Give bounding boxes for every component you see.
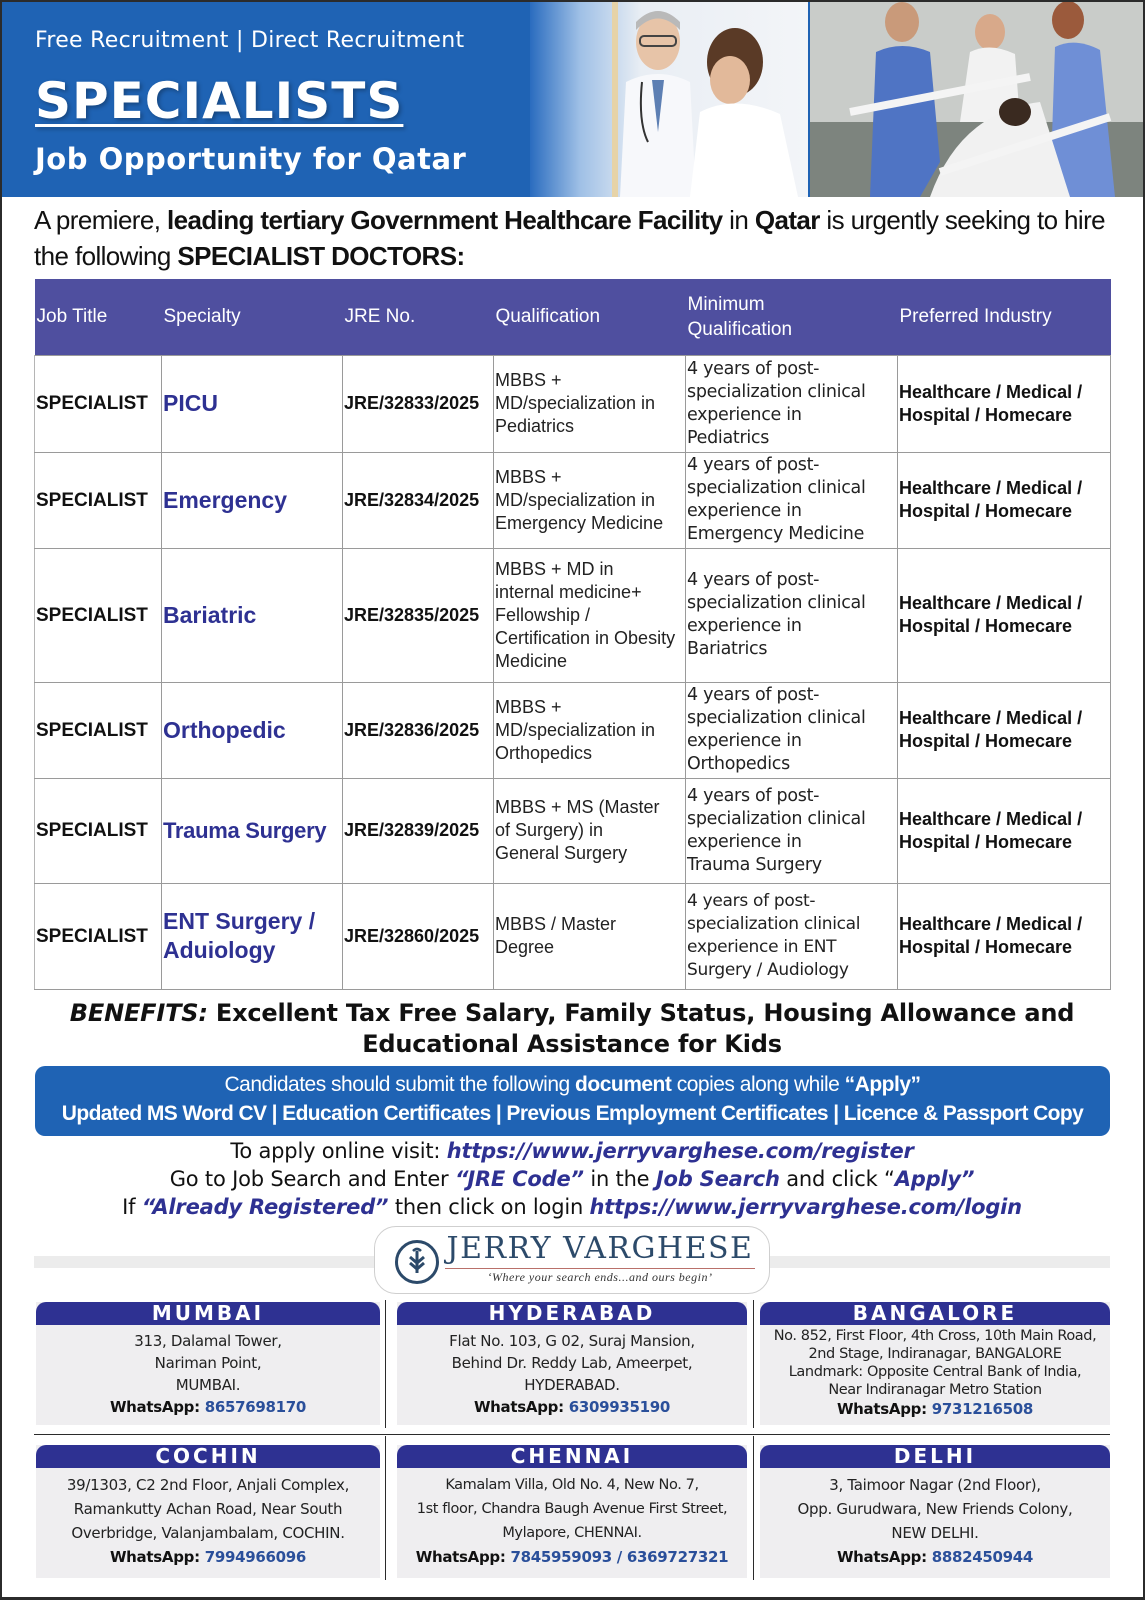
office-address [760, 1468, 1110, 1545]
register-link[interactable]: https://www.jerryvarghese.com/register [446, 1139, 914, 1163]
office-chennai [397, 1445, 747, 1578]
min-qualification-cell: 4 years of post-specialization clinical experience in Orthopedics [686, 682, 898, 778]
qualification-cell: MBBS + MD/specialization in Emergency Medicine [494, 452, 686, 548]
job-title-cell: SPECIALIST [35, 778, 162, 883]
address-line: NEW DELHI. [891, 1524, 979, 1542]
apply-text: then click on login [388, 1195, 590, 1219]
intro-text: in [722, 205, 755, 235]
qualification-cell: MBBS + MD/specialization in Pediatrics [494, 355, 686, 452]
qualification-cell: MBBS + MS (Master of Surgery) in General Surgery [494, 778, 686, 883]
industry-cell: Healthcare / Medical / Hospital / Homecare [898, 778, 1111, 883]
industry-cell: Healthcare / Medical / Hospital / Homecare [898, 682, 1111, 778]
benefits-description: Excellent Tax Free Salary, Family Status, Housing Allowance and Educational Assistance for Kids [207, 999, 1075, 1058]
specialty-cell: Trauma Surgery [162, 778, 343, 883]
qualification-cell: MBBS + MD in internal medicine+ Fellowship / Certification in Obesity Medicine [494, 548, 686, 682]
address-line: Kamalam Villa, Old No. 4, New No. 7, [445, 1477, 699, 1493]
documents-list: Updated MS Word CV | Education Certificates | Previous Employment Certificates | Licence & Passport Copy [61, 1102, 1084, 1125]
office-divider [753, 1436, 754, 1580]
min-qualification-cell: 4 years of post-specialization clinical experience in Pediatrics [686, 355, 898, 452]
apply-instructions [34, 1137, 1110, 1221]
industry-cell: Healthcare / Medical / Hospital / Homecare [898, 452, 1111, 548]
jre-code-text: “JRE Code” [454, 1167, 584, 1191]
jre-number-cell: JRE/32835/2025 [343, 548, 494, 682]
apply-text: ” [960, 1167, 975, 1191]
office-hyderabad [397, 1302, 747, 1425]
office-divider [385, 1436, 386, 1580]
office-whatsapp [397, 1396, 747, 1418]
specialty-cell: ENT Surgery / Aduiology [162, 883, 343, 989]
office-whatsapp [36, 1545, 380, 1569]
address-line: Near Indiranagar Metro Station [828, 1382, 1042, 1398]
whatsapp-number[interactable]: 7845959093 / 6369727321 [510, 1548, 729, 1566]
apply-text: in the [583, 1167, 656, 1191]
documents-text: copies along while [671, 1073, 845, 1096]
jerry-varghese-logo [374, 1226, 770, 1294]
address-line: Opp. Gurudwara, New Friends Colony, [797, 1500, 1073, 1518]
address-line: Mylapore, CHENNAI. [502, 1525, 642, 1541]
address-line: HYDERABAD. [524, 1376, 620, 1394]
intro-country: Qatar [754, 205, 820, 235]
doctor-patient-illustration [530, 2, 808, 197]
benefits-label: BENEFITS: [69, 999, 208, 1027]
whatsapp-number[interactable]: 8882450944 [931, 1548, 1034, 1566]
header-banner [2, 2, 1143, 197]
column-header: Minimum Qualification [686, 279, 898, 355]
intro-text: A premiere, [34, 205, 167, 235]
apply-text: To apply online visit: [230, 1139, 447, 1163]
address-line: Behind Dr. Reddy Lab, Ameerpet, [451, 1354, 693, 1372]
apply-line-register [34, 1137, 1110, 1165]
industry-cell: Healthcare / Medical / Hospital / Homecare [898, 883, 1111, 989]
intro-specialist-doctors: SPECIALIST DOCTORS: [177, 241, 465, 271]
apply-line-search [34, 1165, 1110, 1193]
address-line: 39/1303, C2 2nd Floor, Anjali Complex, [66, 1476, 350, 1494]
documents-box [35, 1066, 1110, 1136]
table-row [35, 682, 1111, 778]
jre-number-cell: JRE/32834/2025 [343, 452, 494, 548]
column-header: JRE No. [343, 279, 494, 355]
address-line: Flat No. 103, G 02, Suraj Mansion, [449, 1332, 695, 1350]
table-row [35, 778, 1111, 883]
job-title-cell: SPECIALIST [35, 682, 162, 778]
job-title-cell: SPECIALIST [35, 355, 162, 452]
industry-cell: Healthcare / Medical / Hospital / Homecare [898, 355, 1111, 452]
emergency-team-photo [810, 2, 1143, 197]
apply-line-login [34, 1193, 1110, 1221]
address-line: 3, Taimoor Nagar (2nd Floor), [829, 1476, 1041, 1494]
jobs-table [34, 279, 1111, 990]
address-line: Nariman Point, [154, 1354, 262, 1372]
address-line: Ramankutty Achan Road, Near South [73, 1500, 343, 1518]
doctor-consultation-photo [530, 2, 808, 197]
specialty-cell: PICU [162, 355, 343, 452]
specialty-cell: Orthopedic [162, 682, 343, 778]
job-title-cell: SPECIALIST [35, 452, 162, 548]
job-title-cell: SPECIALIST [35, 883, 162, 989]
office-bangalore [760, 1302, 1110, 1425]
office-row-divider [34, 1434, 1110, 1435]
office-city: DELHI [760, 1445, 1110, 1468]
whatsapp-label: WhatsApp: [836, 1400, 932, 1418]
office-delhi [760, 1445, 1110, 1578]
min-qualification-cell: 4 years of post-specialization clinical experience in Bariatrics [686, 548, 898, 682]
whatsapp-number[interactable]: 8657698170 [204, 1398, 307, 1416]
table-row [35, 548, 1111, 682]
column-header: Preferred Industry [898, 279, 1111, 355]
table-header-row [35, 279, 1111, 355]
wheat-emblem-icon [395, 1240, 439, 1284]
address-line: Landmark: Opposite Central Bank of India, [788, 1364, 1082, 1380]
office-address [36, 1468, 380, 1545]
column-header: Qualification [494, 279, 686, 355]
office-address [36, 1325, 380, 1396]
job-search-text: Job Search [655, 1167, 780, 1191]
whatsapp-label: WhatsApp: [473, 1398, 569, 1416]
office-whatsapp [397, 1545, 747, 1569]
office-city: CHENNAI [397, 1445, 747, 1468]
benefits-text [34, 998, 1110, 1060]
logo-tagline: ‘Where your search ends...and ours begin’ [487, 1270, 713, 1284]
address-line: 2nd Stage, Indiranagar, BANGALORE [808, 1346, 1062, 1362]
already-registered-text: “Already Registered” [141, 1195, 389, 1219]
intro-text: is urgently seeking to hire the following [34, 205, 1106, 271]
office-address [760, 1325, 1110, 1399]
office-whatsapp [36, 1396, 380, 1418]
jre-number-cell: JRE/32839/2025 [343, 778, 494, 883]
specialty-cell: Bariatric [162, 548, 343, 682]
apply-text: and click “ [779, 1167, 895, 1191]
qualification-cell: MBBS / Master Degree [494, 883, 686, 989]
office-divider [753, 1300, 754, 1428]
office-whatsapp [760, 1545, 1110, 1569]
min-qualification-cell: 4 years of post-specialization clinical experience in Trauma Surgery [686, 778, 898, 883]
header-tagline: Free Recruitment | Direct Recruitment [35, 28, 465, 53]
office-mumbai [36, 1302, 380, 1425]
wheat-emblem-icon [398, 1243, 436, 1281]
column-header: Job Title [35, 279, 162, 355]
office-city: BANGALORE [760, 1302, 1110, 1325]
header-title: SPECIALISTS [35, 72, 404, 130]
documents-text: Candidates should submit the following [224, 1073, 576, 1096]
whatsapp-label: WhatsApp: [415, 1548, 511, 1566]
intro-paragraph [34, 202, 1114, 274]
jre-number-cell: JRE/32833/2025 [343, 355, 494, 452]
office-address [397, 1325, 747, 1396]
column-header: Specialty [162, 279, 343, 355]
address-line: MUMBAI. [175, 1376, 241, 1394]
address-line: 1st floor, Chandra Baugh Avenue First Street, [416, 1501, 728, 1517]
min-qualification-cell: 4 years of post-specialization clinical experience in Emergency Medicine [686, 452, 898, 548]
apply-word: Apply [894, 1167, 961, 1191]
table-row [35, 452, 1111, 548]
intro-facility: leading tertiary Government Healthcare Facility [166, 205, 723, 235]
apply-text: Go to Job Search and Enter [169, 1167, 455, 1191]
table-row [35, 883, 1111, 989]
whatsapp-number[interactable]: 9731216508 [931, 1400, 1034, 1418]
documents-intro [35, 1070, 1110, 1099]
address-line: No. 852, First Floor, 4th Cross, 10th Main Road, [773, 1328, 1097, 1344]
address-line: Overbridge, Valanjambalam, COCHIN. [71, 1524, 345, 1542]
whatsapp-label: WhatsApp: [109, 1548, 205, 1566]
min-qualification-cell: 4 years of post-specialization clinical experience in ENT Surgery / Audiology [686, 883, 898, 989]
documents-apply: “Apply” [844, 1073, 921, 1096]
office-city: MUMBAI [36, 1302, 380, 1325]
table-row [35, 355, 1111, 452]
whatsapp-label: WhatsApp: [836, 1548, 932, 1566]
office-divider [385, 1300, 386, 1428]
specialty-cell: Emergency [162, 452, 343, 548]
qualification-cell: MBBS + MD/specialization in Orthopedics [494, 682, 686, 778]
documents-word: document [575, 1073, 672, 1096]
office-city: COCHIN [36, 1445, 380, 1468]
jre-number-cell: JRE/32860/2025 [343, 883, 494, 989]
whatsapp-number[interactable]: 7994966096 [204, 1548, 307, 1566]
jre-number-cell: JRE/32836/2025 [343, 682, 494, 778]
whatsapp-number[interactable]: 6309935190 [568, 1398, 671, 1416]
emergency-stretcher-illustration [810, 2, 1143, 197]
login-link[interactable]: https://www.jerryvarghese.com/login [589, 1195, 1022, 1219]
address-line: 313, Dalamal Tower, [134, 1332, 282, 1350]
whatsapp-label: WhatsApp: [109, 1398, 205, 1416]
header-subtitle: Job Opportunity for Qatar [35, 142, 467, 176]
office-whatsapp [760, 1399, 1110, 1419]
office-cochin [36, 1445, 380, 1578]
apply-text: If [122, 1195, 142, 1219]
job-title-cell: SPECIALIST [35, 548, 162, 682]
office-address [397, 1468, 747, 1545]
logo-name: JERRY VARGHESE [445, 1230, 755, 1269]
industry-cell: Healthcare / Medical / Hospital / Homecare [898, 548, 1111, 682]
office-city: HYDERABAD [397, 1302, 747, 1325]
